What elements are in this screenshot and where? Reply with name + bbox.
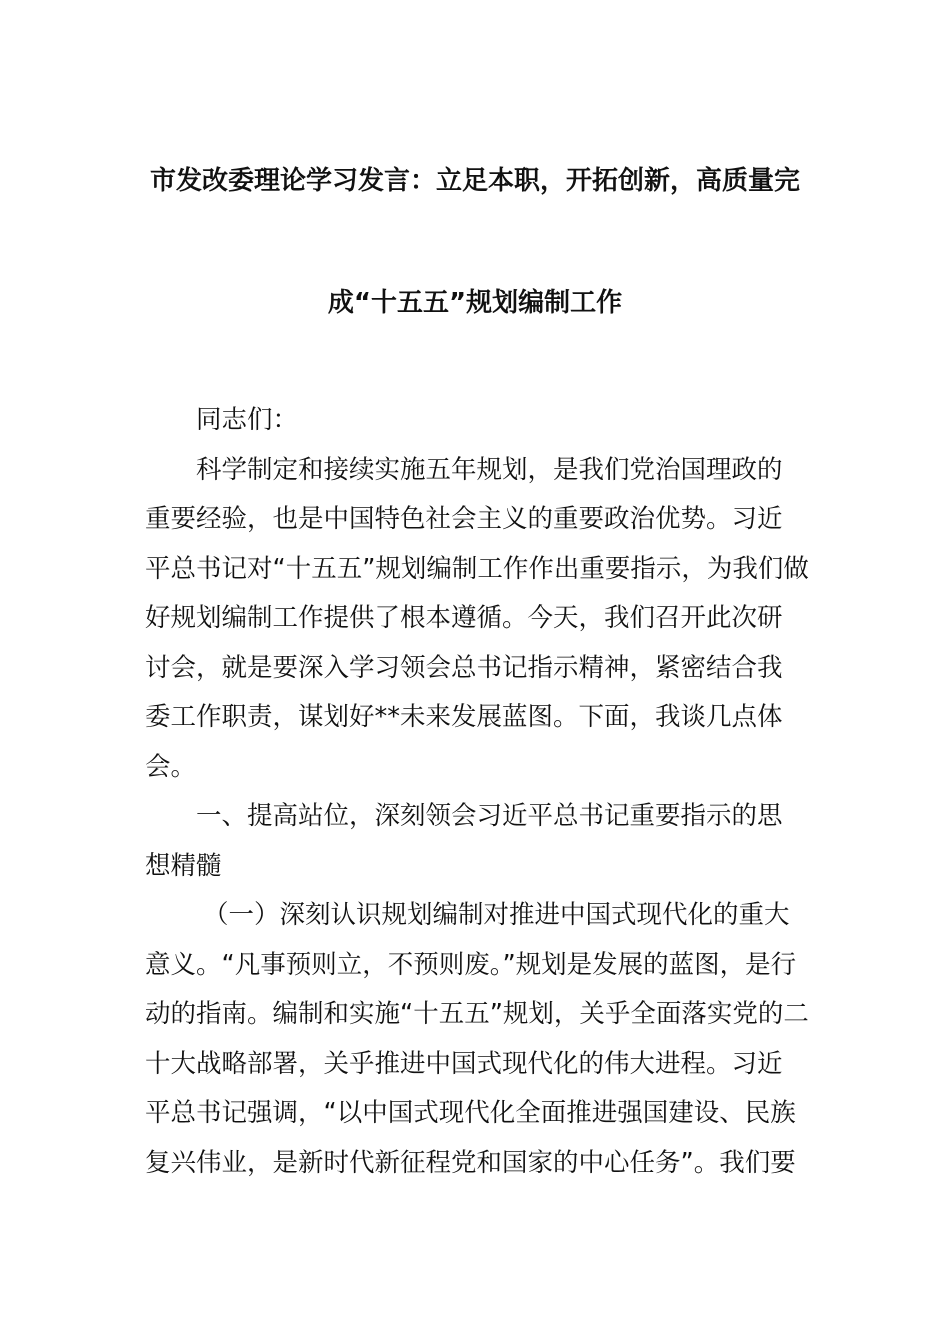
document-body: [145, 396, 810, 1188]
paragraph-1-line-2: 重要经验，也是中国特色社会主义的重要政治优势。习近: [145, 504, 783, 534]
subsection-paragraph-line-5: 平总书记强调，“以中国式现代化全面推进强国建设、民族: [145, 1098, 796, 1128]
paragraph-1-line-6: 委工作职责，谋划好**未来发展蓝图。下面，我谈几点体: [145, 702, 783, 732]
salutation: 同志们：: [196, 405, 299, 435]
subsection-paragraph-line-3: 动的指南。编制和实施“十五五”规划，关乎全面落实党的二: [145, 999, 809, 1029]
section-heading-line-1: 一、提高站位，深刻领会习近平总书记重要指示的思: [196, 801, 783, 831]
subsection-paragraph-line-1: （一）深刻认识规划编制对推进中国式现代化的重大: [203, 900, 790, 930]
subsection-paragraph-line-4: 十大战略部署，关乎推进中国式现代化的伟大进程。习近: [145, 1048, 783, 1079]
paragraph-1-line-7: 会。: [145, 751, 197, 782]
document-title-line-2: 成“十五五”规划编制工作: [327, 288, 623, 318]
paragraph-1-line-1: 科学制定和接续实施五年规划，是我们党治国理政的: [196, 454, 783, 485]
paragraph-1-line-5: 讨会，就是要深入学习领会总书记指示精神，紧密结合我: [145, 652, 783, 683]
document-title-line-1: 市发改委理论学习发言：立足本职，开拓创新，高质量完: [149, 166, 800, 196]
subsection-paragraph-line-2: 意义。“凡事预则立，不预则废。”规划是发展的蓝图，是行: [145, 949, 797, 980]
paragraph-1-line-3: 平总书记对“十五五”规划编制工作作出重要指示，为我们做: [145, 553, 809, 584]
subsection-paragraph-line-6: 复兴伟业，是新时代新征程党和国家的中心任务”。我们要: [145, 1147, 796, 1178]
section-heading-line-2: 想精髓: [145, 850, 222, 881]
paragraph-1-line-4: 好规划编制工作提供了根本遵循。今天，我们召开此次研: [145, 603, 783, 633]
